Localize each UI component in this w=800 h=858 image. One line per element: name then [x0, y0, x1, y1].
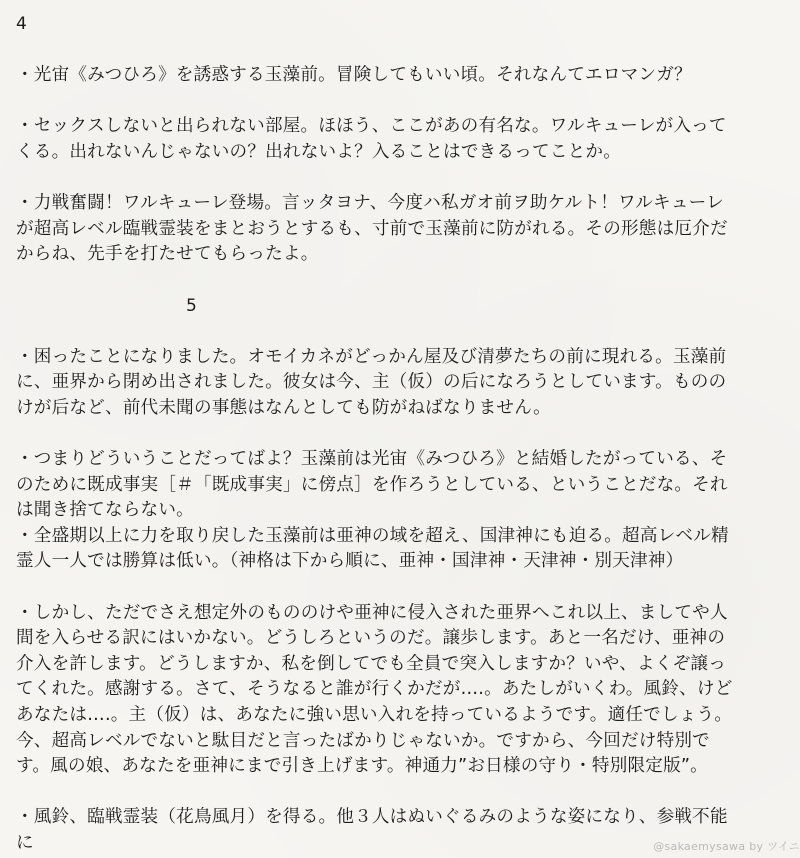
text-line: 今、超高レベルでないと駄目だと言ったばかりじゃないか。ですから、今回だけ特別で — [16, 730, 710, 751]
text-line: は聞き捨てならない。 — [16, 500, 194, 521]
paragraph — [16, 345, 784, 422]
text-line: あなたは….。主（仮）は、あなたに強い思い入れを持っているようです。適任でしょう。 — [16, 705, 733, 726]
text-line: けが后など、前代未聞の事態はなんとしても防がねばなりません。 — [16, 397, 551, 418]
text-line: ・力戦奮闘！ワルキューレ登場。言ッタヨナ、今度ハ私ガオ前ヲ助ケルト！ワルキューレ — [16, 193, 724, 214]
text-line: す。風の娘、あなたを亜神にまで引き上げます。神通力”お日様の守り・特別限定版”。 — [16, 756, 708, 777]
text-line: に、亜界から閉め出されました。彼女は今、主（仮）の后になろうとしています。ものの — [16, 372, 727, 393]
text-line: ・つまりどういうことだってばよ？玉藻前は光宙《みつひろ》と結婚したがっている、そ — [16, 449, 728, 470]
text-line: に — [16, 833, 34, 853]
text-line: 介入を許します。どうしますか、私を倒してでも全員で突入しますか？いや、よくぞ譲っ — [16, 653, 726, 674]
paragraph — [16, 524, 784, 575]
paragraph — [16, 191, 784, 268]
text-line: ・しかし、ただでさえ想定外のもののけや亜神に侵入された亜界へこれ以上、ましてや人 — [16, 602, 728, 623]
page-number: 4 — [16, 14, 28, 34]
text-line: が超高レベル臨戦霊装をまとおうとするも、寸前で玉藻前に防がれる。その形態は厄介だ — [16, 218, 728, 239]
page-number: 5 — [186, 295, 198, 316]
text-line: ・風鈴、臨戦霊装（花鳥風月）を得る。他３人はぬいぐるみのような姿になり、参戦不能 — [16, 807, 728, 828]
paragraph — [16, 601, 784, 780]
text-line: からね、先手を打たせてもらったよ。 — [16, 244, 319, 265]
text-line: ・光宙《みつひろ》を誘惑する玉藻前。冒険してもいい頃。それなんてエロマンガ？ — [16, 65, 692, 86]
text-line: ・困ったことになりました。オモイカネがどっかん屋及び清夢たちの前に現れる。玉藻前 — [16, 346, 727, 367]
paragraph — [16, 447, 784, 524]
text-line: 間を入らせる訳にはいかない。どうしろというのだ。譲歩します。あと一名だけ、亜神の — [16, 628, 726, 649]
text-line: てくれた。感謝する。さて、そうなると誰が行くかだが….。あたしがいくわ。風鈴、けど — [16, 679, 733, 700]
paragraph — [16, 63, 784, 89]
text-line: 霊人一人では勝算は低い。（神格は下から順に、亜神・国津神・天津神・別天津神） — [16, 551, 684, 572]
watermark: @sakaemysawa by ツイニ — [653, 840, 800, 853]
text-line: のために既成事実［＃「既成事実」に傍点］を作ろうとしている、ということだな。それ — [16, 474, 728, 495]
text-line: ・セックスしないと出られない部屋。ほほう、ここがあの有名な。ワルキューレが入って — [16, 116, 727, 137]
text-line: くる。出れないんじゃないの？出れないよ？入ることはできるってことか。 — [16, 141, 621, 162]
document-body — [16, 12, 784, 857]
text-line: ・全盛期以上に力を取り戻した玉藻前は亜神の域を超え、国津神にも迫る。超高レベル精 — [16, 525, 729, 546]
paragraph — [16, 114, 784, 165]
